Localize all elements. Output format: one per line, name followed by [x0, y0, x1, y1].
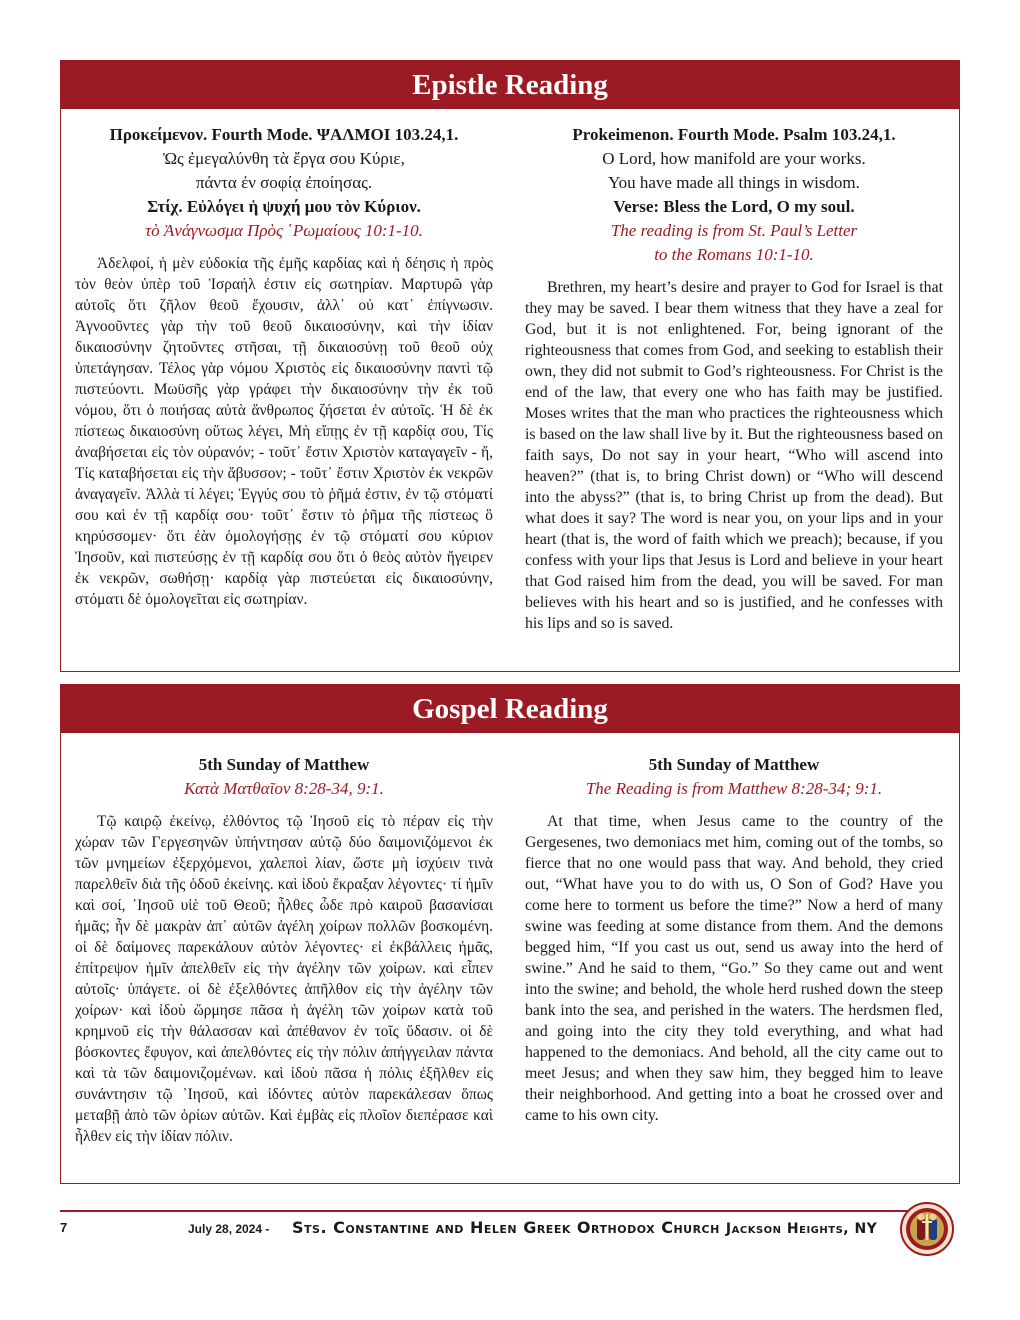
page-number: 7	[60, 1220, 68, 1235]
church-seal-icon	[900, 1202, 954, 1256]
page-footer	[60, 1210, 960, 1250]
epistle-panel	[60, 60, 960, 672]
church-name: Sts. Constantine and Helen Greek Orthodox Church	[292, 1218, 720, 1237]
church-location: Jackson Heights, NY	[725, 1221, 878, 1237]
english-prokeimenon-line2: You have made all things in wisdom.	[608, 173, 860, 192]
greek-prokeimenon: Προκείμενον. Fourth Mode. ΨΑΛΜΟΙ 103.24,1.	[109, 125, 459, 144]
english-epistle-reference-line1: The reading is from St. Paul’s Letter	[610, 221, 858, 240]
greek-prokeimenon-line1: Ὡς ἐμεγαλύνθη τὰ ἔργα σου Κύριε,	[163, 149, 405, 168]
greek-gospel-reference: Κατὰ Ματθαῖον 8:28-34, 9:1.	[184, 779, 384, 798]
greek-epistle-text: Ἀδελφοί, ἡ μὲν εὐδοκία τῆς ἐμῆς καρδίας καὶ ἡ δέησις ἡ πρὸς τὸν θεὸν ὑπὲρ τοῦ Ἰσραήλ ἐστιν εἰς σωτηρίαν. Μαρτυρῶ γὰρ αὐτοῖς ὅτι ζῆλον θεοῦ ἔχουσιν, ἀλλ᾽ οὐ κατ᾽ ἐπίγνωσιν. Ἀγνοοῦντες γὰρ τὴν τοῦ θεοῦ δικαιοσύνην, καὶ τὴν ἰδίαν δικαιοσύνην ζητοῦντες στῆσαι, τῇ δικαιοσύνῃ τοῦ θεοῦ οὐχ ὑπετάγησαν. Τέλος γὰρ νόμου Χριστὸς εἰς δικαιοσύνην παντὶ τῷ πιστεύοντι. Μωϋσῆς γὰρ γράφει τὴν δικαιοσύνην τὴν ἐκ τοῦ νόμου, ὅτι ὁ ποιήσας αὐτὰ ἄνθρωπος ζήσεται ἐν αὐτοῖς. Ἡ δὲ ἐκ πίστεως δικαιοσύνη οὕτως λέγει, Μὴ εἴπῃς ἐν τῇ καρδίᾳ σου, Τίς ἀναβήσεται εἰς τὸν οὐρανόν; - τοῦτ᾽ ἔστιν Χριστὸν καταγαγεῖν - ἤ, Τίς καταβήσεται εἰς τὴν ἄβυσσον; - τοῦτ᾽ ἔστιν Χριστὸν ἐκ νεκρῶν ἀναγαγεῖν. Ἀλλὰ τί λέγει; Ἐγγύς σου τὸ ῥῆμά ἐστιν, ἐν τῷ στόματί σου καὶ ἐν τῇ καρδίᾳ σου· τοῦτ᾽ ἔστιν τὸ ῥῆμα τῆς πίστεως ὃ κηρύσσομεν· ὅτι ἐὰν ὁμολογήσῃς ἐν τῷ στόματί σου κύριον Ἰησοῦν, καὶ πιστεύσῃς ἐν τῇ καρδίᾳ σου ὅτι ὁ θεὸς αὐτὸν ἤγειρεν ἐκ νεκρῶν, σωθήσῃ· καρδίᾳ γὰρ πιστεύεται εἰς δικαιοσύνην, στόματι δὲ ὁμολογεῖται εἰς σωτηρίαν.	[75, 255, 493, 608]
english-gospel-text: At that time, when Jesus came to the country of the Gergesenes, two demoniacs met him, coming out of the tombs, so fierce that no one would pass that way. And behold, they cried out, “What have you to do with us, O Son of God? Have you come here to torment us before the time?” Now a herd of many swine was feeding at some distance from them. And the demons begged him, “If you cast us out, send us away into the herd of swine.” And he said to them, “Go.” So they came out and went into the swine; and behold, the whole herd rushed down the steep bank into the sea, and perished in the waters. The herdsmen fled, and going into the city they told everything, and what had happened to the demoniacs. And behold, all the city came out to meet Jesus; and when they saw him, they begged him to leave their neighborhood. And getting into a boat he crossed over and came to his own city.	[525, 813, 943, 1124]
english-gospel-heading: 5th Sunday of Matthew	[648, 755, 820, 774]
gospel-greek-header	[75, 753, 493, 801]
english-epistle-text: Brethren, my heart’s desire and prayer to God for Israel is that they may be saved. I bear them witness that they have a zeal for God, but it is not enlightened. For, being ignorant of the righteousness that comes from God, and seeking to establish their own, they did not submit to God’s righteousness. For Christ is the end of the law, that every one who has faith may be justified. Moses writes that the man who practices the righteousness which is based on the law shall live by it. But the righteousness based on faith says, Do not say in your heart, “Who will ascend into heaven?” (that is, to bring Christ down) or “Who will descend into the abyss?” (that is, to bring Christ up from the dead). But what does it say? The word is near you, on your lips and in your heart (that is, the word of faith which we preach); because, if you confess with your lips that Jesus is Lord and believe in your heart that God raised him from the dead, you will be saved. For man believes with his heart and so is justified, and he confesses with his lips and so is saved.	[525, 279, 943, 632]
english-prokeimenon: Prokeimenon. Fourth Mode. Psalm 103.24,1.	[572, 125, 896, 144]
greek-gospel-heading: 5th Sunday of Matthew	[198, 755, 370, 774]
footer-date: July 28, 2024 -	[188, 1222, 270, 1236]
gospel-english-column	[525, 753, 943, 1126]
greek-epistle-reference: τὸ Ἀνάγνωσμα Πρὸς ῾Ρωμαίους 10:1-10.	[145, 221, 423, 240]
footer-church-name	[292, 1218, 877, 1237]
epistle-greek-header	[75, 123, 493, 243]
epistle-english-column	[525, 123, 943, 634]
epistle-english-header	[525, 123, 943, 267]
greek-verse: Στίχ. Εὐλόγει ἡ ψυχή μου τὸν Κύριον.	[147, 197, 421, 216]
gospel-title: Gospel Reading	[61, 685, 959, 733]
english-epistle-reference-line2: to the Romans 10:1-10.	[654, 245, 814, 264]
english-verse: Verse: Bless the Lord, O my soul.	[613, 197, 855, 216]
english-gospel-reference: The Reading is from Matthew 8:28-34; 9:1.	[585, 779, 883, 798]
gospel-greek-column	[75, 753, 493, 1147]
gospel-english-header	[525, 753, 943, 801]
greek-gospel-text: Τῷ καιρῷ ἐκείνῳ, ἐλθόντος τῷ Ἰησοῦ εἰς τὸ πέραν εἰς τὴν χώραν τῶν Γεργεσηνῶν ὑπήντησαν αὐτῷ δύο δαιμονιζόμενοι ἐκ τῶν μνημείων ἐξερχόμενοι, χαλεποὶ λίαν, ὥστε μὴ ἰσχύειν τινὰ παρελθεῖν διὰ τῆς ὁδοῦ ἐκείνης. καὶ ἰδοὺ ἔκραξαν λέγοντες· τί ἡμῖν καὶ σοί, ᾿Ιησοῦ υἱὲ τοῦ Θεοῦ; ἦλθες ὧδε πρὸ καιροῦ βασανίσαι ἡμᾶς; ἦν δὲ μακρὰν ἀπ᾽ αὐτῶν ἀγέλη χοίρων πολλῶν βοσκομένη. οἱ δὲ δαίμονες παρεκάλουν αὐτὸν λέγοντες· εἰ ἐκβάλλεις ἡμᾶς, ἐπίτρεψον ἡμῖν ἀπελθεῖν εἰς τὴν ἀγέλην τῶν χοίρων. καὶ εἶπεν αὐτοῖς· ὑπάγετε. οἱ δὲ ἐξελθόντες ἀπῆλθον εἰς τὴν ἀγέλην τῶν χοίρων· καὶ ἰδοὺ ὥρμησε πᾶσα ἡ ἀγέλη τῶν χοίρων κατὰ τοῦ κρημνοῦ εἰς τὴν θάλασσαν καὶ ἀπέθανον ἐν τοῖς ὕδασιν. οἱ δὲ βόσκοντες ἔφυγον, καὶ ἀπελθόντες εἰς τὴν πόλιν ἀπήγγειλαν πάντα καὶ τὰ τῶν δαιμονιζομένων. καὶ ἰδοὺ πᾶσα ἡ πόλις ἐξῆλθεν εἰς συνάντησιν τῷ ᾿Ιησοῦ, καὶ ἰδόντες αὐτὸν παρεκάλεσαν ὅπως μεταβῇ ἀπὸ τῶν ὁρίων αὐτῶν. Καὶ ἐμβὰς εἰς πλοῖον διεπέρασε καὶ ἦλθεν εἰς τὴν ἰδίαν πόλιν.	[75, 813, 493, 1145]
english-prokeimenon-line1: O Lord, how manifold are your works.	[602, 149, 866, 168]
epistle-greek-column	[75, 123, 493, 610]
epistle-title: Epistle Reading	[61, 61, 959, 109]
greek-prokeimenon-line2: πάντα ἐν σοφίᾳ ἐποίησας.	[195, 173, 373, 192]
gospel-panel	[60, 684, 960, 1184]
footer-divider	[60, 1210, 910, 1212]
